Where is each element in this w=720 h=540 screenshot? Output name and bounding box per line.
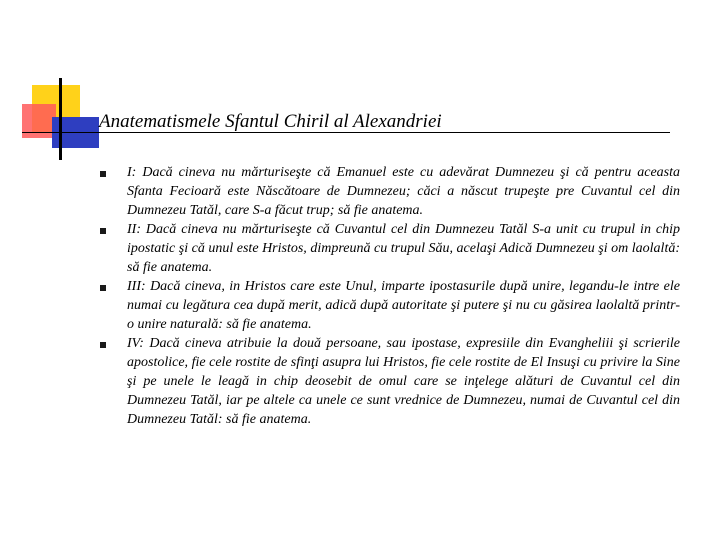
square-bullet-icon [100, 285, 106, 291]
square-bullet-icon [100, 171, 106, 177]
list-item [97, 334, 680, 429]
list-item [97, 220, 680, 277]
list-item-text: I: Dacă cineva nu mărturiseşte că Emanuel este cu adevărat Dumnezeu şi că pentru aceasta Sfanta Fecioară este Născătoare de Dumnezeu; căci a născut trupeşte pre Cuvantul cel din Dumnezeu Tatăl, care S-a făcut trup; să fie anatema. [127, 165, 680, 218]
square-bullet-icon [100, 228, 106, 234]
list-item-text: IV: Dacă cineva atribuie la două persoane, sau ipostase, expresiile din Evangheliii şi scrierile apostolice, fie cele rostite de sfinţi asupra lui Hristos, fie cele rostite de El Insuşi cu privire la Sine şi pe unele le leagă in chip deosebit de omul care se inţelege alături de Cuvantul cel din Dumnezeu Tatăl, iar pe altele ca unele ce sunt vrednice de Dumnezeu, numai de Cuvantul cel din Dumnezeu Tatăl: să fie anatema. [127, 336, 680, 427]
decorative-vertical-line [59, 78, 62, 160]
square-bullet-icon [100, 342, 106, 348]
slide-title: Anatematismele Sfantul Chiril al Alexandriei [99, 111, 442, 132]
list-item [97, 163, 680, 220]
anathema-list [97, 163, 680, 429]
list-item [97, 277, 680, 334]
list-item-text: II: Dacă cineva nu mărturiseşte că Cuvantul cel din Dumnezeu Tatăl S-a unit cu trupul in chip ipostatic şi că unul este Hristos, dimpreună cu trupul Său, acelaşi Adică Dumnezeu şi om laolaltă: să fie anatema. [127, 222, 680, 275]
list-item-text: III: Dacă cineva, in Hristos care este Unul, imparte ipostasurile după unire, legandu-le intre ele numai cu legătura cea după merit, adică după autoritate şi putere şi nu cu găsirea laolaltă printr-o unire naturală: să fie anatema. [127, 279, 680, 332]
